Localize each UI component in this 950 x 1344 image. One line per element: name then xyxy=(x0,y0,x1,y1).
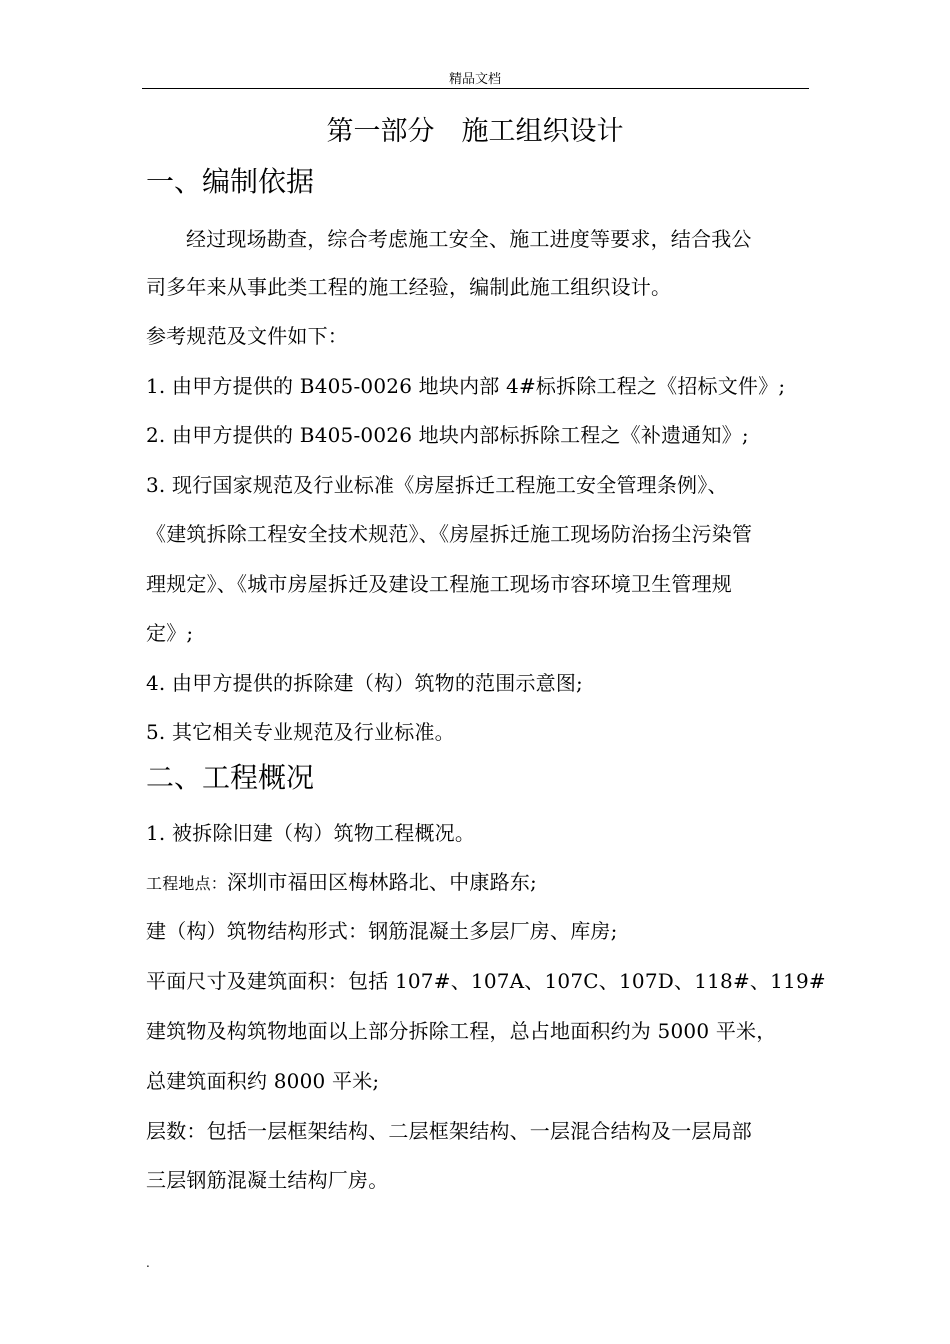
reference-item-2: 2. 由甲方提供的 B405-0026 地块内部标拆除工程之《补遗通知》; xyxy=(146,423,749,447)
reference-item-3-cont-2: 理规定》、《城市房屋拆迁及建设工程施工现场市容环境卫生管理规 xyxy=(146,572,732,596)
paragraph-intro-line-2: 司多年来从事此类工程的施工经验，编制此施工组织设计。 xyxy=(146,275,672,299)
reference-item-3-cont-3: 定》; xyxy=(146,621,194,645)
section-heading-overview: 二、工程概况 xyxy=(146,761,315,794)
floors-line-1: 层数：包括一层框架结构、二层框架结构、一层混合结构及一层局部 xyxy=(146,1119,752,1143)
page-header: 精品文档 xyxy=(448,72,501,87)
footer-mark: . xyxy=(146,1256,150,1270)
project-location xyxy=(146,867,537,899)
header-rule xyxy=(142,88,809,89)
reference-item-3: 3. 现行国家规范及行业标准《房屋拆迁工程施工安全管理条例》、 xyxy=(146,473,728,497)
structure-type: 建（构）筑物结构形式：钢筋混凝土多层厂房、库房; xyxy=(146,919,618,943)
reference-item-3-cont-1: 《建筑拆除工程安全技术规范》、《房屋拆迁施工现场防治扬尘污染管 xyxy=(146,522,753,546)
project-location-label: 工程地点： xyxy=(146,874,228,893)
reference-item-4: 4. 由甲方提供的拆除建（构）筑物的范围示意图; xyxy=(146,671,583,695)
project-location-value: 深圳市福田区梅林路北、中康路东; xyxy=(227,870,537,894)
section-heading-basis: 一、编制依据 xyxy=(146,165,315,198)
floors-line-2: 三层钢筋混凝土结构厂房。 xyxy=(146,1168,389,1192)
document-title: 第一部分 施工组织设计 xyxy=(326,116,624,147)
overview-subheading-1: 1. 被拆除旧建（构）筑物工程概况。 xyxy=(146,821,476,845)
area-line-1: 平面尺寸及建筑面积：包括 107#、107A、107C、107D、118#、119# xyxy=(146,969,826,993)
reference-item-5: 5. 其它相关专业规范及行业标准。 xyxy=(146,720,455,744)
area-line-2: 建筑物及构筑物地面以上部分拆除工程，总占地面积约为 5000 平米， xyxy=(146,1019,777,1043)
reference-label: 参考规范及文件如下： xyxy=(146,324,348,348)
reference-item-1: 1. 由甲方提供的 B405-0026 地块内部 4#标拆除工程之《招标文件》; xyxy=(146,374,786,398)
area-line-3: 总建筑面积约 8000 平米; xyxy=(146,1069,380,1093)
paragraph-intro-line-1: 经过现场勘查，综合考虑施工安全、施工进度等要求，结合我公 xyxy=(186,227,752,251)
